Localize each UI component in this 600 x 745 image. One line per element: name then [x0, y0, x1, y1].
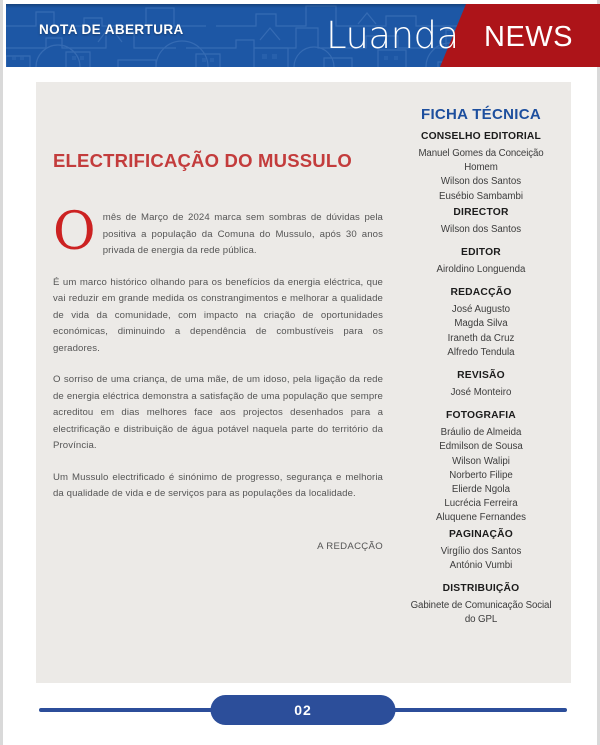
ficha-group	[406, 528, 556, 573]
article-signature: A REDACÇÃO	[317, 540, 383, 552]
logo-news-text[interactable]: NEWS	[484, 21, 573, 53]
ficha-role-label: REDACÇÃO	[450, 287, 512, 299]
ficha-name: Edmilson de Sousa	[439, 441, 523, 453]
article-paragraph: É um marco histórico olhando para os benefícios da energia eléctrica, que vai reduzir em grande medida os constrangimentos e melhorar a qualidade de vida da comunidade, com impacto na criação de oportunidades económicas, diminuindo a dependência de combustíveis para os geradores.	[53, 276, 383, 354]
ficha-group	[406, 409, 556, 525]
ficha-name: António Vumbi	[449, 559, 513, 571]
ficha-name: Manuel Gomes da Conceição Homem	[418, 148, 544, 174]
ficha-name: José Monteiro	[450, 387, 512, 399]
ficha-name: Gabinete de Comunicação Social do GPL	[410, 600, 552, 626]
ficha-group	[406, 369, 556, 400]
ficha-name: Virgílio dos Santos	[440, 545, 522, 557]
ficha-name: Wilson Walipi	[452, 455, 510, 467]
article-paragraph: Um Mussulo electrificado é sinónimo de progresso, segurança e melhoria da qualidade de vida e de serviços para as populações da localidade.	[53, 471, 383, 499]
article-paragraph-text: mês de Março de 2024 marca sem sombras de dúvidas pela positiva a população da Comuna do Mussulo, após 30 anos privada de energia da rede pública.	[102, 212, 383, 256]
ficha-name: Lucrécia Ferreira	[444, 498, 518, 510]
ficha-role-label: DISTRIBUIÇÃO	[442, 583, 520, 595]
page-number-badge: 02	[211, 695, 396, 725]
ficha-name: Aluquene Fernandes	[436, 512, 526, 524]
ficha-role-label: DIRECTOR	[453, 206, 509, 218]
page-footer	[6, 690, 600, 730]
ficha-group	[406, 582, 556, 627]
content-panel	[36, 82, 571, 683]
ficha-name: Bráulio de Almeida	[440, 427, 522, 439]
article-headline: ELECTRIFICAÇÃO DO MUSSULO	[53, 150, 352, 171]
section-label: NOTA DE ABERTURA	[39, 22, 184, 37]
ficha-name: Iraneth da Cruz	[447, 332, 515, 344]
ficha-tecnica-column	[406, 106, 556, 636]
article-paragraph-lead	[53, 202, 383, 262]
ficha-name: Wilson dos Santos	[440, 176, 522, 188]
logo-luanda-text[interactable]: Luanda	[326, 14, 459, 57]
ficha-name: José Augusto	[451, 304, 511, 316]
ficha-name: Norberto Filipe	[449, 469, 513, 481]
ficha-role-label: REVISÃO	[457, 370, 505, 382]
ficha-name: Elierde Ngola	[451, 484, 511, 496]
ficha-group	[406, 286, 556, 360]
article-column	[53, 150, 383, 552]
ficha-name: Magda Silva	[454, 318, 508, 330]
masthead-header	[6, 4, 600, 67]
ficha-group	[406, 130, 556, 204]
ficha-tecnica-title: FICHA TÉCNICA	[420, 106, 541, 123]
ficha-group	[406, 206, 556, 237]
ficha-group	[406, 246, 556, 277]
article-paragraph: O sorriso de uma criança, de uma mãe, de um idoso, pela ligação da rede de energia eléctrica demonstra a satisfação de uma população que sempre acreditou em dias melhores face aos projectos desenhados para a electrificação e distribuição de água potável naquela parte do território da Província.	[53, 374, 383, 451]
ficha-role-label: FOTOGRAFIA	[446, 410, 516, 422]
ficha-role-label: EDITOR	[461, 247, 501, 259]
ficha-name: Alfredo Tendula	[447, 346, 515, 358]
ficha-role-label: PAGINAÇÃO	[449, 528, 513, 540]
ficha-name: Airoldino Longuenda	[436, 264, 526, 276]
ficha-name: Wilson dos Santos	[440, 223, 522, 235]
dropcap-letter: O	[53, 202, 96, 262]
ficha-role-label: CONSELHO EDITORIAL	[420, 131, 542, 142]
ficha-name: Eusébio Sambambi	[438, 190, 523, 202]
